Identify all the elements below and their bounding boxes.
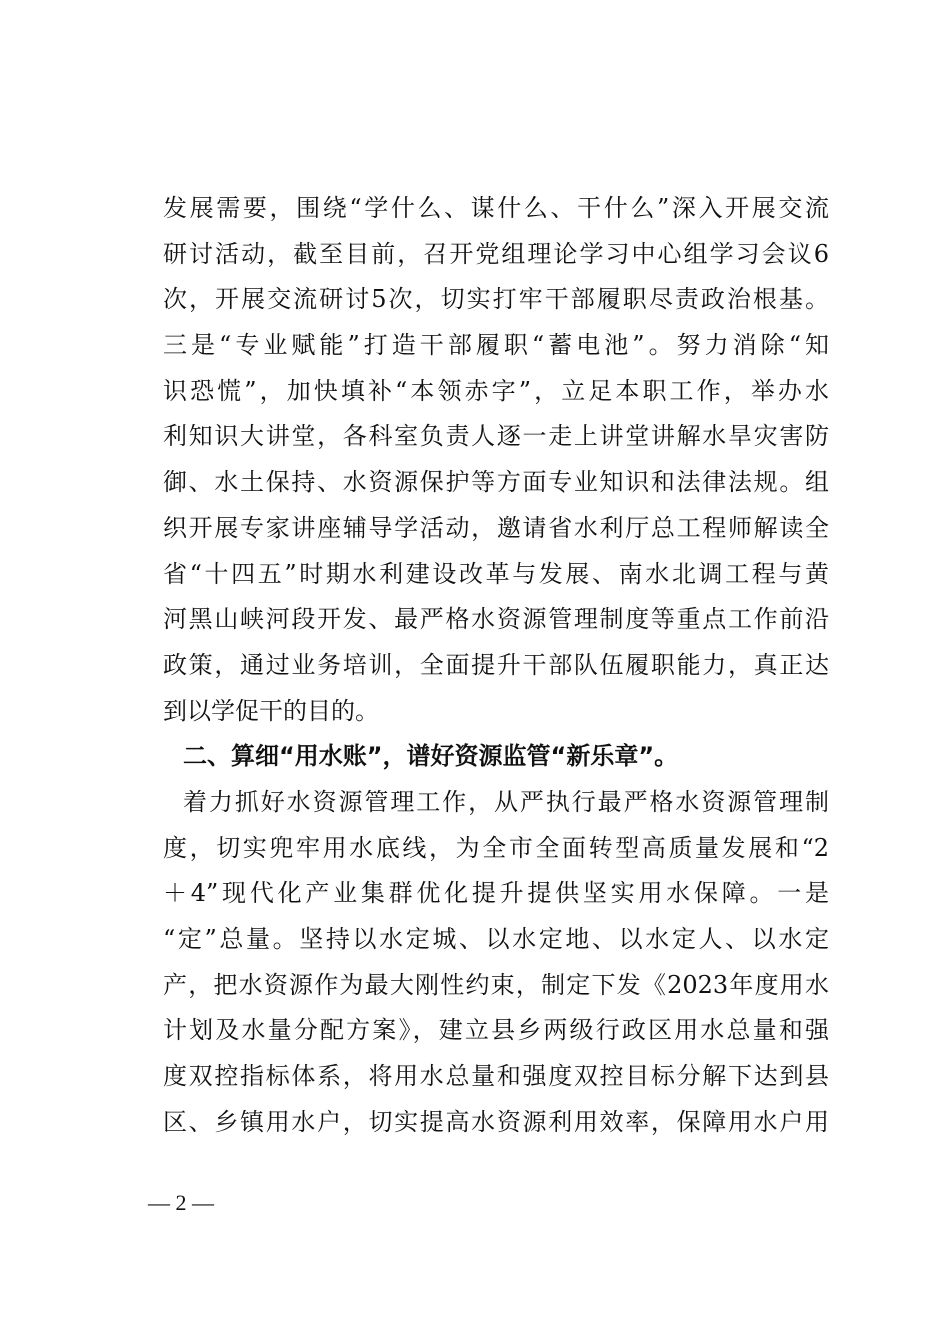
text-line: 利知识大讲堂，各科室负责人逐一走上讲堂讲解水旱灾害防 — [163, 422, 829, 451]
text-line: 研讨活动，截至目前，召开党组理论学习中心组学习会议6 — [163, 239, 829, 268]
text-line: 着力抓好水资源管理工作，从严执行最严格水资源管理制 — [183, 787, 829, 816]
text-line: ＋4”现代化产业集群优化提升提供坚实用水保障。一是 — [163, 879, 829, 908]
text-line: 到以学促干的目的。 — [163, 696, 379, 725]
text-line: 次，开展交流研讨5次，切实打牢干部履职尽责政治根基。 — [163, 285, 829, 314]
text-line: 度，切实兜牢用水底线，为全市全面转型高质量发展和“2 — [163, 833, 829, 862]
text-line: “定”总量。坚持以水定城、以水定地、以水定人、以水定 — [163, 925, 829, 953]
text-line: 发展需要，围绕“学什么、谋什么、干什么”深入开展交流 — [163, 194, 829, 222]
text-line: 省“十四五”时期水利建设改革与发展、南水北调工程与黄 — [163, 559, 829, 588]
text-line: 织开展专家讲座辅导学活动，邀请省水利厅总工程师解读全 — [163, 513, 829, 542]
text-line: 政策，通过业务培训，全面提升干部队伍履职能力，真正达 — [163, 650, 829, 679]
text-line: 度双控指标体系，将用水总量和强度双控目标分解下达到县 — [163, 1062, 829, 1091]
section-heading: 二、算细“用水账”，谱好资源监管“新乐章”。 — [183, 742, 679, 771]
text-line: 识恐慌”，加快填补“本领赤字”，立足本职工作，举办水 — [163, 376, 829, 405]
text-line: 产，把水资源作为最大刚性约束，制定下发《2023年度用水 — [163, 970, 829, 999]
text-line: 河黑山峡河段开发、最严格水资源管理制度等重点工作前沿 — [163, 605, 829, 634]
text-line: 御、水土保持、水资源保护等方面专业知识和法律法规。组 — [163, 468, 829, 497]
text-line: 计划及水量分配方案》，建立县乡两级行政区用水总量和强 — [163, 1016, 829, 1045]
page-number: — 2 — — [148, 1190, 214, 1215]
text-line: 三是“专业赋能”打造干部履职“蓄电池”。努力消除“知 — [163, 331, 829, 360]
body-text — [163, 186, 829, 1145]
text-line: 区、乡镇用水户，切实提高水资源利用效率，保障用水户用 — [163, 1107, 829, 1136]
